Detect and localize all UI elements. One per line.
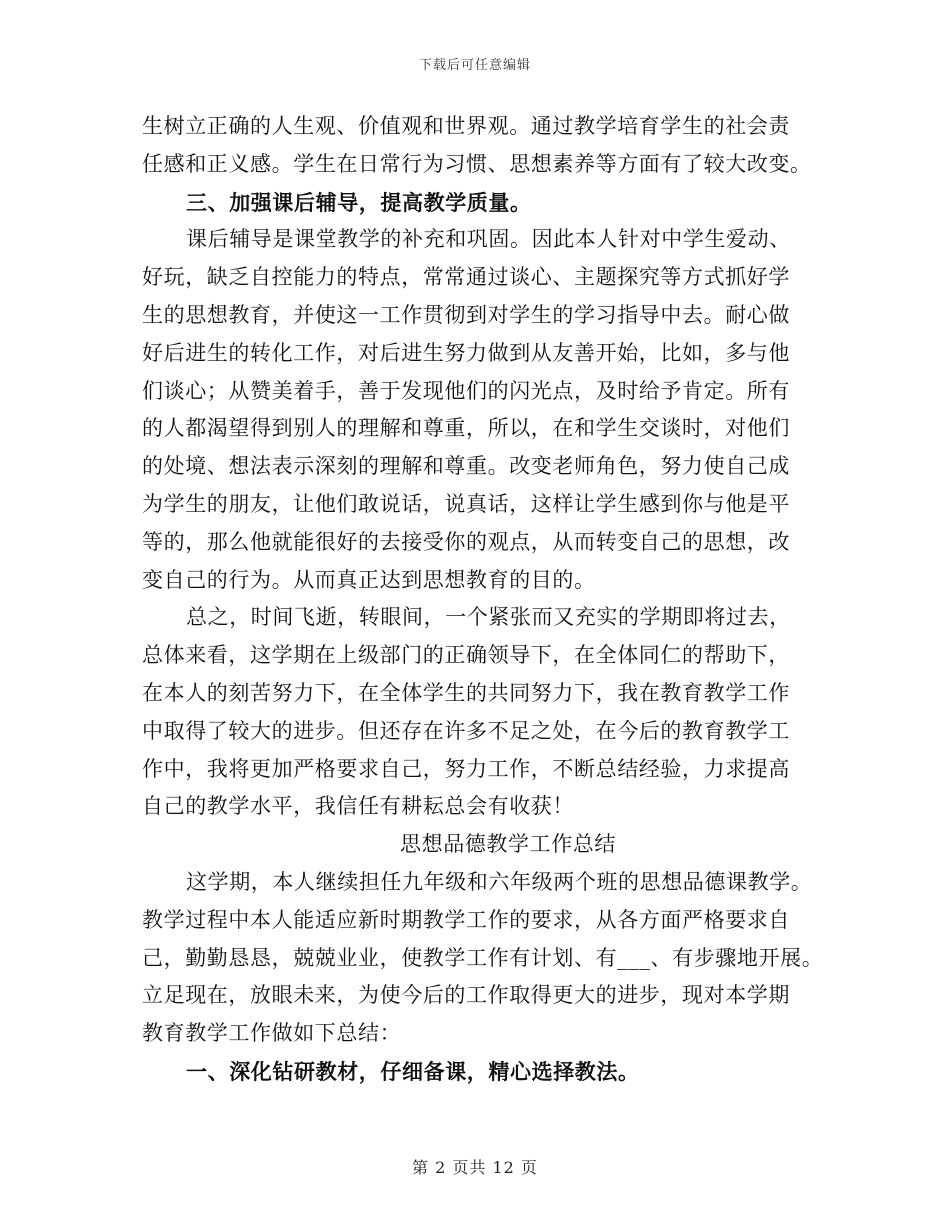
paragraph-line: 任感和正义感。学生在日常行为习惯、思想素养等方面有了较大改变。 [142, 151, 812, 176]
paragraph-line: 们谈心；从赞美着手，善于发现他们的闪光点，及时给予肯定。所有 [142, 378, 790, 403]
paragraph-line: 等的，那么他就能很好的去接受你的观点，从而转变自己的思想，改 [142, 529, 790, 554]
paragraph-line: 中取得了较大的进步。但还存在许多不足之处，在今后的教育教学工 [142, 718, 790, 743]
paragraph-line: 在本人的刻苦努力下，在全体学生的共同努力下，我在教育教学工作 [142, 680, 790, 705]
page-number: 第 2 页共 12 页 [412, 1158, 538, 1177]
paragraph-line: 教育教学工作做如下总结： [142, 1021, 402, 1046]
paragraph-line: 自己的教学水平，我信任有耕耘总会有收获！ [142, 794, 574, 819]
header-note: 下载后可任意编辑 [418, 58, 531, 73]
paragraph-line: 总之，时间飞逝，转眼间，一个紧张而又充实的学期即将过去， [186, 605, 791, 630]
paragraph-line: 课后辅导是课堂教学的补充和巩固。因此本人针对中学生爱动、 [186, 227, 791, 252]
paragraph-line: 立足现在，放眼未来，为使今后的工作取得更大的进步，现对本学期 [142, 983, 790, 1008]
section-heading: 三、加强课后辅导，提高教学质量。 [186, 189, 532, 215]
document-title: 思想品德教学工作总结 [400, 832, 616, 857]
paragraph-line: 总体来看，这学期在上级部门的正确领导下，在全体同仁的帮助下， [142, 643, 790, 668]
paragraph-line: 为学生的朋友，让他们敢说话，说真话，这样让学生感到你与他是平 [142, 491, 790, 516]
paragraph-line: 好玩，缺乏自控能力的特点，常常通过谈心、主题探究等方式抓好学 [142, 265, 790, 290]
section-heading: 一、深化钻研教材，仔细备课，精心选择教法。 [186, 1058, 640, 1084]
document-body [142, 108, 824, 1091]
paragraph-line: 己，勤勤恳恳，兢兢业业，使教学工作有计划、有___、有步骤地开展。 [142, 945, 824, 970]
paragraph-line: 的处境、想法表示深刻的理解和尊重。改变老师角色，努力使自己成 [142, 454, 790, 479]
paragraph-line: 教学过程中本人能适应新时期教学工作的要求，从各方面严格要求自 [142, 907, 790, 932]
paragraph-line: 生树立正确的人生观、价值观和世界观。通过教学培育学生的社会责 [142, 114, 790, 138]
paragraph-line: 生的思想教育，并使这一工作贯彻到对学生的学习指导中去。耐心做 [142, 302, 790, 327]
paragraph-line: 的人都渴望得到别人的理解和尊重，所以，在和学生交谈时，对他们 [142, 416, 790, 441]
paragraph-line: 好后进生的转化工作，对后进生努力做到从友善开始，比如，多与他 [142, 340, 790, 365]
paragraph-line: 这学期，本人继续担任九年级和六年级两个班的思想品德课教学。 [186, 869, 813, 894]
paragraph-line: 变自己的行为。从而真正达到思想教育的目的。 [142, 567, 596, 592]
paragraph-line: 作中，我将更加严格要求自己，努力工作，不断总结经验，力求提高 [142, 756, 790, 781]
